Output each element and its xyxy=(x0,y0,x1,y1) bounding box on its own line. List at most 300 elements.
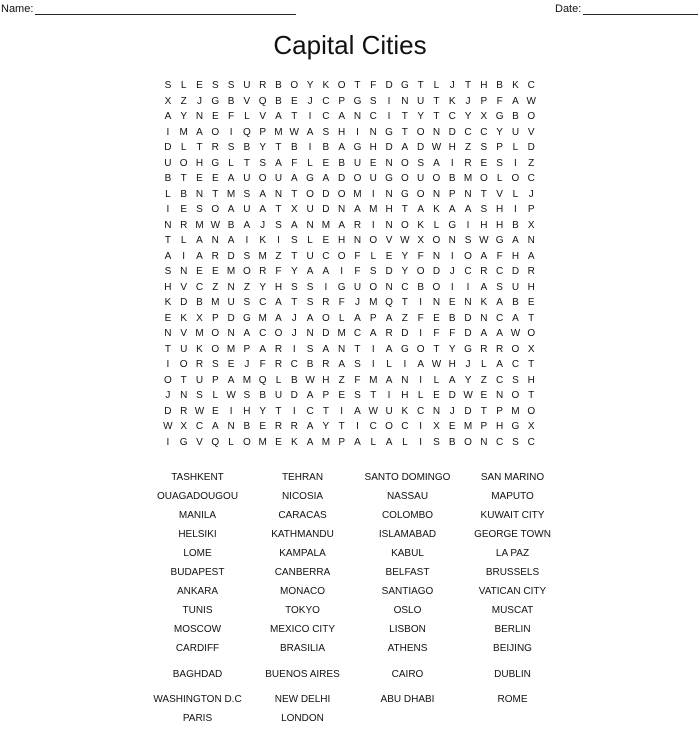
grid-letter: S xyxy=(275,219,282,231)
grid-letter: U xyxy=(243,204,251,215)
grid-letter: H xyxy=(369,142,377,153)
grid-letter: Y xyxy=(259,405,267,417)
grid-letter: M xyxy=(258,312,267,324)
grid-letter: A xyxy=(338,111,345,122)
grid-letter: N xyxy=(180,266,188,277)
grid-letter: M xyxy=(463,421,473,432)
word-item: PARIS xyxy=(182,713,213,724)
grid-letter: L xyxy=(228,436,234,448)
word-row xyxy=(145,601,565,620)
grid-letter: W xyxy=(431,142,442,153)
grid-letter: A xyxy=(385,374,393,386)
word-item: SANTO DOMINGO xyxy=(364,472,451,483)
grid-letter: I xyxy=(514,204,517,215)
grid-letter: O xyxy=(242,436,251,448)
grid-letter: C xyxy=(464,266,472,277)
grid-letter: A xyxy=(259,188,267,200)
grid-letter: U xyxy=(274,173,283,184)
grid-letter: M xyxy=(369,297,378,308)
grid-letter: N xyxy=(306,219,314,231)
grid-letter: T xyxy=(180,374,187,386)
word-item: BERLIN xyxy=(494,624,531,635)
grid-letter: T xyxy=(401,111,408,122)
grid-letter: E xyxy=(164,312,172,324)
word-item: BELFAST xyxy=(385,567,430,578)
grid-letter: T xyxy=(291,297,298,308)
grid-letter: N xyxy=(432,188,441,200)
grid-letter: K xyxy=(417,219,424,231)
grid-letter: U xyxy=(369,173,377,184)
grid-letter: N xyxy=(401,95,409,107)
grid-letter: R xyxy=(322,297,330,308)
grid-letter: S xyxy=(322,126,330,138)
grid-letter: O xyxy=(464,250,472,262)
grid-letter: P xyxy=(211,312,219,324)
word-item: ISLAMABAD xyxy=(378,529,437,540)
grid-letter: E xyxy=(369,157,377,169)
grid-letter: T xyxy=(464,80,472,91)
grid-letter: N xyxy=(432,405,441,417)
word-item: WASHINGTON D.C xyxy=(153,694,242,705)
grid-letter: S xyxy=(211,359,219,370)
grid-letter: E xyxy=(448,297,456,308)
grid-letter: T xyxy=(291,188,298,200)
grid-letter: I xyxy=(419,297,423,308)
grid-letter: D xyxy=(322,328,330,339)
grid-letter: Q xyxy=(242,126,251,138)
grid-letter: N xyxy=(480,312,488,324)
grid-letter: N xyxy=(211,235,219,246)
grid-letter: I xyxy=(514,157,517,169)
word-item: OUAGADOUGOU xyxy=(156,491,239,502)
word-item: BUENOS AIRES xyxy=(265,668,340,680)
grid-letter: O xyxy=(464,436,472,448)
grid-letter: O xyxy=(274,328,283,339)
grid-letter: T xyxy=(433,343,440,355)
word-row xyxy=(145,506,565,525)
grid-letter: I xyxy=(419,436,423,448)
grid-letter: N xyxy=(527,235,535,246)
grid-letter: L xyxy=(307,157,313,169)
grid-letter: B xyxy=(448,173,456,184)
grid-letter: O xyxy=(353,173,362,184)
grid-letter: R xyxy=(274,343,283,355)
grid-letter: N xyxy=(385,188,393,200)
grid-letter: H xyxy=(401,390,409,401)
grid-letter: Z xyxy=(243,281,250,293)
word-row xyxy=(145,658,565,690)
grid-letter: L xyxy=(370,250,377,262)
grid-letter: A xyxy=(306,436,314,448)
date-line xyxy=(583,14,698,15)
grid-letter: H xyxy=(243,405,251,417)
grid-letter: R xyxy=(211,250,219,262)
grid-letter: A xyxy=(512,95,519,107)
grid-letter: L xyxy=(481,359,487,370)
grid-letter: S xyxy=(243,188,251,200)
grid-letter: S xyxy=(196,204,203,215)
grid-letter: A xyxy=(338,219,345,231)
grid-letter: J xyxy=(196,95,202,107)
grid-letter: C xyxy=(527,80,535,91)
grid-letter: L xyxy=(228,157,234,169)
grid-letter: E xyxy=(196,266,203,277)
grid-letter: R xyxy=(290,421,298,432)
grid-letter: I xyxy=(419,421,423,432)
word-item: LONDON xyxy=(281,713,324,724)
grid-letter: O xyxy=(511,173,520,184)
grid-letter: I xyxy=(324,281,328,293)
grid-letter: K xyxy=(164,297,172,308)
grid-letter: P xyxy=(338,436,345,448)
grid-letter: B xyxy=(227,95,235,107)
grid-letter: D xyxy=(164,405,172,417)
grid-letter: A xyxy=(196,250,203,262)
grid-letter: S xyxy=(259,157,267,169)
grid-letter: L xyxy=(512,188,519,200)
grid-letter: F xyxy=(259,359,266,370)
grid-letter: D xyxy=(290,390,298,401)
grid-letter: A xyxy=(275,157,282,169)
grid-row xyxy=(160,280,540,296)
word-item: KAMPALA xyxy=(279,548,326,559)
grid-letter: A xyxy=(306,421,314,432)
grid-row xyxy=(160,264,540,280)
grid-letter: A xyxy=(385,312,393,324)
grid-letter: I xyxy=(371,219,375,231)
grid-letter: A xyxy=(306,390,314,401)
grid-letter: Z xyxy=(528,157,535,169)
grid-letter: L xyxy=(496,173,503,184)
word-item: MONACO xyxy=(280,586,325,597)
grid-letter: O xyxy=(211,328,220,339)
grid-letter: E xyxy=(527,297,535,308)
grid-letter: C xyxy=(464,126,472,138)
grid-letter: N xyxy=(338,343,346,355)
grid-letter: D xyxy=(511,266,520,277)
grid-letter: I xyxy=(340,405,344,417)
grid-letter: J xyxy=(465,95,471,107)
grid-letter: C xyxy=(401,421,409,432)
grid-letter: K xyxy=(322,80,330,91)
word-row xyxy=(145,582,565,601)
grid-letter: T xyxy=(164,235,171,246)
grid-letter: M xyxy=(274,126,283,138)
grid-letter: I xyxy=(371,188,375,200)
word-item: ANKARA xyxy=(176,586,219,597)
grid-letter: A xyxy=(417,204,424,215)
grid-letter: S xyxy=(290,281,298,293)
grid-letter: A xyxy=(196,235,203,246)
grid-letter: T xyxy=(480,188,487,200)
grid-letter: N xyxy=(274,188,283,200)
grid-letter: J xyxy=(449,405,455,417)
grid-letter: N xyxy=(464,297,472,308)
grid-letter: B xyxy=(512,219,519,231)
grid-letter: K xyxy=(196,343,203,355)
grid-letter: T xyxy=(212,188,219,200)
grid-letter: H xyxy=(448,359,456,370)
grid-letter: M xyxy=(353,188,362,200)
grid-letter: M xyxy=(321,436,331,448)
grid-letter: Y xyxy=(401,250,409,262)
grid-letter: S xyxy=(227,142,235,153)
grid-letter: I xyxy=(166,204,170,215)
word-row xyxy=(145,525,565,544)
grid-letter: S xyxy=(417,157,424,169)
grid-letter: A xyxy=(496,328,503,339)
grid-letter: F xyxy=(417,250,424,262)
grid-letter: O xyxy=(179,359,188,370)
grid-letter: A xyxy=(275,312,282,324)
grid-row xyxy=(160,435,540,451)
grid-letter: G xyxy=(385,126,393,138)
grid-letter: N xyxy=(369,126,377,138)
grid-letter: H xyxy=(338,235,346,246)
grid-letter: O xyxy=(290,80,299,91)
grid-letter: G xyxy=(211,95,220,107)
grid-letter: W xyxy=(210,219,221,231)
grid-letter: M xyxy=(195,219,204,231)
grid-letter: A xyxy=(448,204,456,215)
grid-letter: A xyxy=(512,312,519,324)
grid-letter: U xyxy=(164,157,172,169)
grid-row xyxy=(160,357,540,373)
grid-letter: M xyxy=(258,436,267,448)
grid-letter: I xyxy=(419,374,423,386)
grid-letter: N xyxy=(227,421,235,432)
grid-letter: I xyxy=(466,219,470,231)
grid-letter: L xyxy=(180,142,187,153)
grid-letter: I xyxy=(356,126,359,138)
grid-letter: C xyxy=(322,111,330,122)
grid-letter: H xyxy=(496,219,504,231)
grid-letter: E xyxy=(275,436,282,448)
grid-letter: A xyxy=(464,204,472,215)
grid-letter: N xyxy=(227,281,235,293)
grid-letter: A xyxy=(227,235,235,246)
grid-letter: W xyxy=(463,390,473,401)
grid-letter: U xyxy=(511,281,520,293)
grid-letter: O xyxy=(337,80,346,91)
grid-letter: A xyxy=(322,173,330,184)
grid-letter: J xyxy=(244,359,250,370)
grid-letter: U xyxy=(417,95,425,107)
grid-row xyxy=(160,187,540,203)
grid-letter: A xyxy=(259,343,267,355)
grid-letter: S xyxy=(433,436,440,448)
word-item: TEHRAN xyxy=(281,472,324,483)
grid-letter: T xyxy=(291,250,298,262)
grid-letter: F xyxy=(275,266,282,277)
grid-letter: D xyxy=(401,328,409,339)
grid-letter: R xyxy=(180,219,188,231)
grid-letter: I xyxy=(308,111,312,122)
grid-letter: U xyxy=(243,173,251,184)
grid-letter: A xyxy=(480,250,488,262)
grid-letter: E xyxy=(211,111,219,122)
grid-letter: S xyxy=(480,142,488,153)
grid-letter: L xyxy=(275,374,282,386)
grid-letter: U xyxy=(385,405,393,417)
grid-letter: I xyxy=(387,111,391,122)
letter-grid xyxy=(160,78,540,450)
grid-letter: G xyxy=(495,235,504,246)
grid-letter: A xyxy=(227,173,235,184)
word-row xyxy=(145,690,565,709)
grid-letter: J xyxy=(354,297,360,308)
grid-letter: L xyxy=(433,80,440,91)
grid-letter: B xyxy=(338,157,345,169)
grid-letter: B xyxy=(512,111,519,122)
grid-letter: O xyxy=(258,173,267,184)
grid-letter: H xyxy=(511,250,520,262)
grid-letter: N xyxy=(385,281,393,293)
grid-letter: C xyxy=(195,421,204,432)
grid-letter: T xyxy=(275,405,282,417)
grid-letter: S xyxy=(306,297,314,308)
grid-letter: H xyxy=(322,374,330,386)
grid-row xyxy=(160,373,540,389)
grid-letter: S xyxy=(243,390,251,401)
grid-letter: M xyxy=(226,266,236,277)
grid-letter: Y xyxy=(417,111,424,122)
grid-letter: D xyxy=(227,312,235,324)
grid-letter: L xyxy=(433,374,440,386)
grid-letter: C xyxy=(496,436,504,448)
grid-letter: A xyxy=(448,374,456,386)
grid-letter: A xyxy=(385,436,393,448)
grid-letter: W xyxy=(400,235,410,246)
grid-letter: Q xyxy=(211,436,220,448)
grid-letter: G xyxy=(400,80,409,91)
grid-letter: K xyxy=(290,436,298,448)
word-row xyxy=(145,620,565,639)
grid-letter: A xyxy=(322,266,330,277)
grid-letter: C xyxy=(353,328,362,339)
grid-letter: R xyxy=(211,142,219,153)
grid-letter: A xyxy=(306,126,314,138)
grid-letter: T xyxy=(275,142,282,153)
grid-letter: B xyxy=(448,436,456,448)
grid-letter: V xyxy=(180,328,188,339)
grid-letter: E xyxy=(448,421,456,432)
grid-letter: S xyxy=(227,80,235,91)
grid-letter: I xyxy=(340,266,344,277)
grid-letter: T xyxy=(370,390,377,401)
grid-letter: G xyxy=(306,173,314,184)
grid-letter: J xyxy=(260,219,266,231)
grid-letter: S xyxy=(306,343,314,355)
grid-letter: A xyxy=(338,359,345,370)
grid-letter: A xyxy=(196,126,203,138)
word-item: NICOSIA xyxy=(281,491,324,502)
grid-letter: O xyxy=(306,188,314,200)
grid-letter: S xyxy=(512,374,519,386)
grid-letter: O xyxy=(432,173,441,184)
grid-letter: Y xyxy=(464,111,472,122)
grid-letter: B xyxy=(417,281,424,293)
grid-letter: V xyxy=(180,281,188,293)
word-item: CANBERRA xyxy=(274,567,331,578)
grid-letter: B xyxy=(496,80,503,91)
grid-letter: T xyxy=(480,405,487,417)
grid-letter: T xyxy=(243,157,250,169)
grid-letter: K xyxy=(512,80,519,91)
grid-letter: B xyxy=(259,390,267,401)
grid-letter: G xyxy=(400,343,409,355)
grid-letter: T xyxy=(196,142,203,153)
grid-letter: A xyxy=(480,328,488,339)
grid-letter: C xyxy=(290,359,298,370)
grid-letter: T xyxy=(322,405,329,417)
grid-letter: S xyxy=(196,390,203,401)
grid-letter: E xyxy=(385,250,393,262)
grid-letter: Y xyxy=(322,421,330,432)
grid-letter: Z xyxy=(212,281,219,293)
grid-letter: C xyxy=(417,405,425,417)
grid-letter: F xyxy=(417,312,424,324)
grid-letter: O xyxy=(511,343,520,355)
grid-letter: D xyxy=(227,250,235,262)
grid-letter: I xyxy=(229,126,233,138)
word-item: LISBON xyxy=(389,624,426,635)
grid-letter: E xyxy=(480,157,488,169)
grid-letter: A xyxy=(354,405,361,417)
grid-letter: H xyxy=(496,421,504,432)
grid-letter: C xyxy=(496,312,504,324)
grid-letter: R xyxy=(496,343,504,355)
grid-letter: W xyxy=(163,421,173,432)
grid-letter: B xyxy=(243,142,251,153)
word-item: BRUSSELS xyxy=(485,567,540,578)
grid-letter: T xyxy=(433,111,440,122)
grid-letter: I xyxy=(356,421,359,432)
grid-letter: U xyxy=(353,281,362,293)
grid-letter: O xyxy=(337,188,346,200)
grid-letter: A xyxy=(259,204,267,215)
word-item: DUBLIN xyxy=(494,668,531,680)
grid-letter: E xyxy=(433,312,440,324)
grid-letter: X xyxy=(290,204,298,215)
grid-letter: C xyxy=(306,405,314,417)
grid-letter: A xyxy=(512,235,519,246)
grid-letter: L xyxy=(370,436,377,448)
grid-letter: H xyxy=(164,281,172,293)
grid-letter: S xyxy=(164,80,172,91)
grid-letter: E xyxy=(211,173,219,184)
grid-letter: P xyxy=(322,390,330,401)
grid-letter: N xyxy=(353,111,362,122)
word-item: ROME xyxy=(497,694,528,705)
grid-letter: I xyxy=(292,343,296,355)
word-item: OSLO xyxy=(393,605,422,616)
grid-row xyxy=(160,171,540,187)
grid-letter: L xyxy=(433,219,440,231)
grid-letter: F xyxy=(338,297,345,308)
grid-letter: I xyxy=(387,390,391,401)
grid-letter: O xyxy=(416,266,425,277)
grid-row xyxy=(160,125,540,141)
grid-letter: S xyxy=(243,250,251,262)
grid-letter: W xyxy=(368,405,378,417)
grid-letter: P xyxy=(480,421,488,432)
grid-letter: X xyxy=(180,421,188,432)
grid-letter: Z xyxy=(338,374,345,386)
grid-letter: P xyxy=(338,95,345,107)
grid-letter: D xyxy=(322,188,330,200)
grid-row xyxy=(160,419,540,435)
